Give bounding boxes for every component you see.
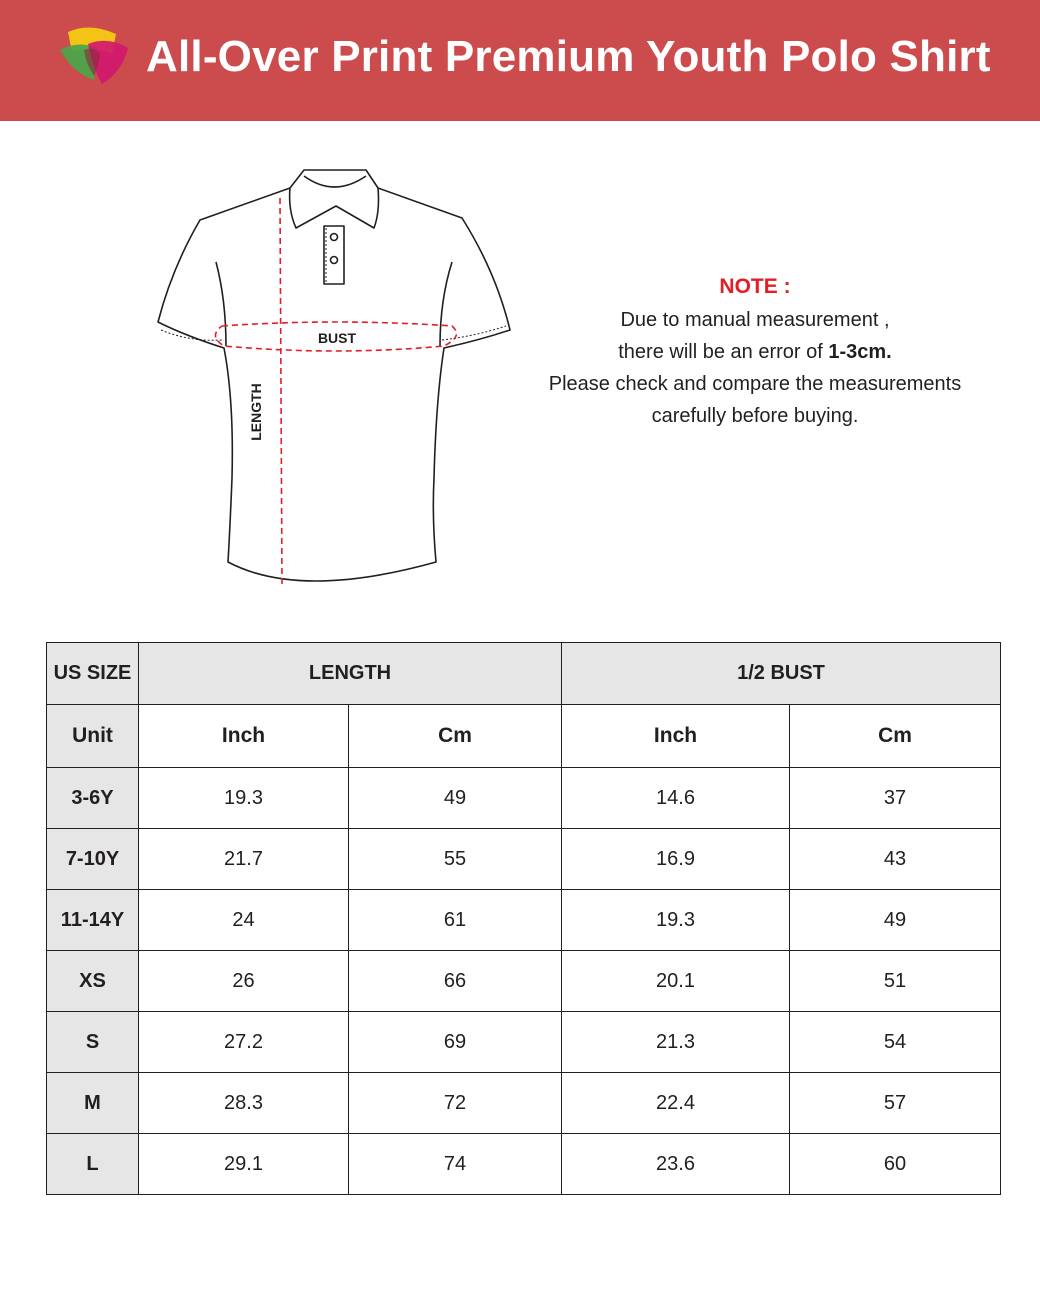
length-inch-cell: 21.7 xyxy=(139,829,349,890)
note-line-2-text: there will be an error of xyxy=(618,341,829,363)
length-cm-cell: 74 xyxy=(349,1134,562,1195)
bust-cm-cell: 43 xyxy=(790,829,1001,890)
bust-inch-cell: 23.6 xyxy=(562,1134,790,1195)
length-inch-cell: 26 xyxy=(139,951,349,1012)
size-cell: XS xyxy=(47,951,139,1012)
table-row xyxy=(47,768,1001,829)
size-cell: L xyxy=(47,1134,139,1195)
bust-inch-cell: 22.4 xyxy=(562,1073,790,1134)
size-cell: M xyxy=(47,1073,139,1134)
button-top xyxy=(331,234,338,241)
bust-cm-cell: 49 xyxy=(790,890,1001,951)
button-bottom xyxy=(331,257,338,264)
length-inch-cell: 24 xyxy=(139,890,349,951)
length-inch-cell: 19.3 xyxy=(139,768,349,829)
note-line-1: Due to manual measurement , xyxy=(620,309,890,331)
note-line-4: carefully before buying. xyxy=(651,405,859,427)
unit-row xyxy=(47,705,1001,768)
length-cm-cell: 66 xyxy=(349,951,562,1012)
size-chart-table xyxy=(46,642,1001,1195)
table-row xyxy=(47,890,1001,951)
note-title: NOTE : xyxy=(719,275,791,298)
page-title: All-Over Print Premium Youth Polo Shirt xyxy=(146,32,991,81)
bust-cm-cell: 37 xyxy=(790,768,1001,829)
bust-cm-cell: 60 xyxy=(790,1134,1001,1195)
unit-length-cm: Cm xyxy=(349,705,562,768)
note-block xyxy=(510,270,1000,432)
length-inch-cell: 29.1 xyxy=(139,1134,349,1195)
length-cm-cell: 72 xyxy=(349,1073,562,1134)
length-cm-cell: 69 xyxy=(349,1012,562,1073)
bust-inch-cell: 14.6 xyxy=(562,768,790,829)
bust-inch-cell: 16.9 xyxy=(562,829,790,890)
table-header-row xyxy=(47,643,1001,705)
size-cell: 3-6Y xyxy=(47,768,139,829)
collar-outline xyxy=(290,170,379,228)
length-inch-cell: 28.3 xyxy=(139,1073,349,1134)
bust-cm-cell: 57 xyxy=(790,1073,1001,1134)
size-cell: 7-10Y xyxy=(47,829,139,890)
length-cm-cell: 61 xyxy=(349,890,562,951)
note-line-2 xyxy=(510,336,1000,368)
note-line-3: Please check and compare the measurements xyxy=(548,373,962,395)
length-measure-line xyxy=(280,198,282,584)
shirt-body-outline xyxy=(158,188,510,581)
bust-inch-cell: 21.3 xyxy=(562,1012,790,1073)
table-row xyxy=(47,951,1001,1012)
placket xyxy=(324,226,344,284)
polo-shirt-diagram xyxy=(150,160,520,600)
bust-inch-cell: 19.3 xyxy=(562,890,790,951)
unit-label: Unit xyxy=(47,705,139,768)
bust-label: BUST xyxy=(317,330,357,346)
us-size-header: US SIZE xyxy=(47,643,139,705)
table-row xyxy=(47,1012,1001,1073)
note-error-range: 1-3cm. xyxy=(828,341,892,363)
length-header: LENGTH xyxy=(139,643,562,705)
bust-cm-cell: 54 xyxy=(790,1012,1001,1073)
length-inch-cell: 27.2 xyxy=(139,1012,349,1073)
bust-header: 1/2 BUST xyxy=(562,643,1001,705)
length-label: LENGTH xyxy=(248,383,264,441)
table-row xyxy=(47,1073,1001,1134)
size-cell: 11-14Y xyxy=(47,890,139,951)
unit-bust-inch: Inch xyxy=(562,705,790,768)
table-row xyxy=(47,1134,1001,1195)
length-cm-cell: 49 xyxy=(349,768,562,829)
bust-cm-cell: 51 xyxy=(790,951,1001,1012)
size-cell: S xyxy=(47,1012,139,1073)
length-cm-cell: 55 xyxy=(349,829,562,890)
unit-length-inch: Inch xyxy=(139,705,349,768)
table-row xyxy=(47,829,1001,890)
unit-bust-cm: Cm xyxy=(790,705,1001,768)
page-header xyxy=(0,0,1040,121)
layered-shield-logo-icon xyxy=(54,24,134,90)
bust-inch-cell: 20.1 xyxy=(562,951,790,1012)
